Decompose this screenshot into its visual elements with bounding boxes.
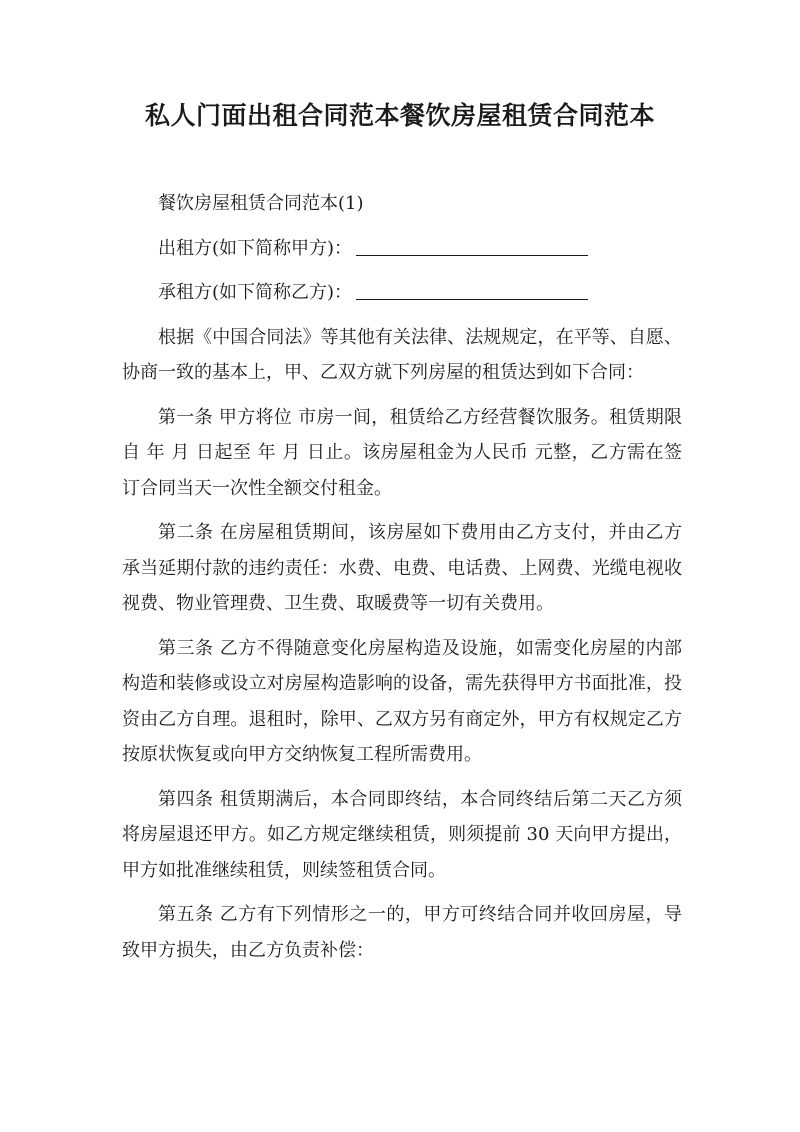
lessee-blank xyxy=(356,277,588,300)
paragraph-article-3: 第三条 乙方不得随意变化房屋构造及设施，如需变化房屋的内部构造和装修或设立对房屋构造影响的设备，需先获得甲方书面批准，投资由乙方自理。退租时，除甲、乙双方另有商定外，甲方有权规定乙方按原状恢复或向甲方交纳恢复工程所需费用。 xyxy=(122,637,682,765)
lessee-line xyxy=(122,275,682,311)
paragraph-article-5: 第五条 乙方有下列情形之一的，甲方可终结合同并收回房屋，导致甲方损失，由乙方负责补偿： xyxy=(122,904,682,961)
document-title: 私人门面出租合同范本餐饮房屋租赁合同范本 xyxy=(144,101,655,130)
lessor-blank xyxy=(356,233,588,256)
paragraph-article-2: 第二条 在房屋租赁期间，该房屋如下费用由乙方支付，并由乙方承当延期付款的违约责任：水费、电费、电话费、上网费、光缆电视收视费、物业管理费、卫生费、取暖费等一切有关费用。 xyxy=(122,522,682,614)
paragraph-preamble: 根据《中国合同法》等其他有关法律、法规规定，在平等、自愿、协商一致的基本上，甲、乙双方就下列房屋的租赁达到如下合同： xyxy=(122,326,682,383)
lessor-line xyxy=(122,231,682,267)
contract-subtitle: 餐饮房屋租赁合同范本(1) xyxy=(158,193,364,214)
paragraph-article-1: 第一条 甲方将位 市房一间，租赁给乙方经营餐饮服务。租赁期限自 年 月 日起至 年 月 日止。该房屋租金为人民币 元整，乙方需在签订合同当天一次性全额交付租金。 xyxy=(122,406,682,499)
paragraph-article-4: 第四条 租赁期满后，本合同即终结，本合同终结后第二天乙方须将房屋退还甲方。如乙方规定继续租赁，则须提前 30 天向甲方提出，甲方如批准继续租赁，则续签租赁合同。 xyxy=(122,788,682,881)
lessee-label: 承租方(如下简称乙方)： xyxy=(158,282,353,303)
document-body xyxy=(122,186,682,977)
lessor-label: 出租方(如下简称甲方)： xyxy=(158,237,353,259)
